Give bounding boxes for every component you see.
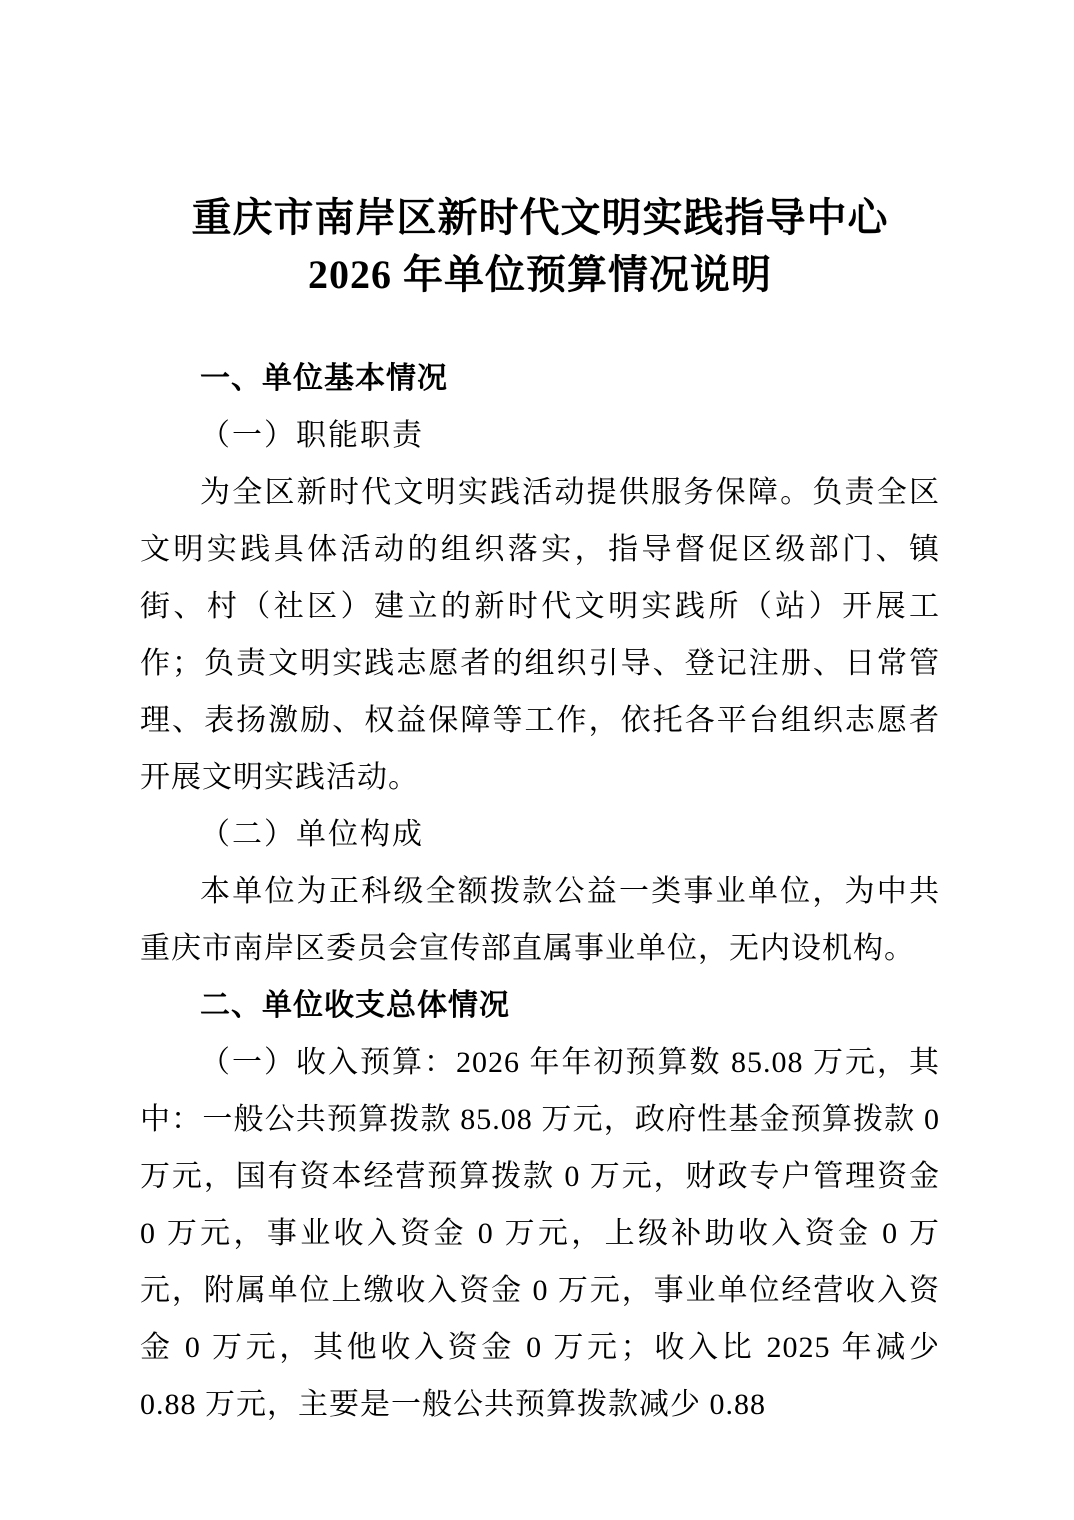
paragraph-unit-composition: 本单位为正科级全额拨款公益一类事业单位，为中共重庆市南岸区委员会宣传部直属事业单位，无内设机构。 — [140, 875, 940, 965]
section-heading-basic-info: 一、单位基本情况 — [200, 362, 448, 395]
paragraph-functions-duties: 为全区新时代文明实践活动提供服务保障。负责全区文明实践具体活动的组织落实，指导督促区级部门、镇街、村（社区）建立的新时代文明实践所（站）开展工作；负责文明实践志愿者的组织引导、登记注册、日常管理、表扬激励、权益保障等工作，依托各平台组织志愿者开展文明实践活动。 — [140, 476, 940, 794]
section-heading-revenue-expenditure: 二、单位收支总体情况 — [200, 989, 510, 1022]
subheading-functions-duties: （一）职能职责 — [200, 419, 424, 452]
document-title — [140, 189, 940, 303]
document-title-line-1: 重庆市南岸区新时代文明实践指导中心 — [191, 195, 889, 240]
paragraph-income-budget: （一）收入预算：2026 年年初预算数 85.08 万元，其中：一般公共预算拨款 85.08 万元，政府性基金预算拨款 0 万元，国有资本经营预算拨款 0 万元，财政专户管理资金 0 万元，事业收入资金 0 万元，上级补助收入资金 0 万元，附属单位上缴收入资金 0 万元，事业单位经营收入资金 0 万元，其他收入资金 0 万元；收入比 2025 年减少 0.88 万元，主要是一般公共预算拨款减少 0.88 — [140, 1046, 940, 1421]
subheading-unit-composition: （二）单位构成 — [200, 818, 424, 851]
document-title-line-2: 2026 年单位预算情况说明 — [308, 252, 772, 297]
